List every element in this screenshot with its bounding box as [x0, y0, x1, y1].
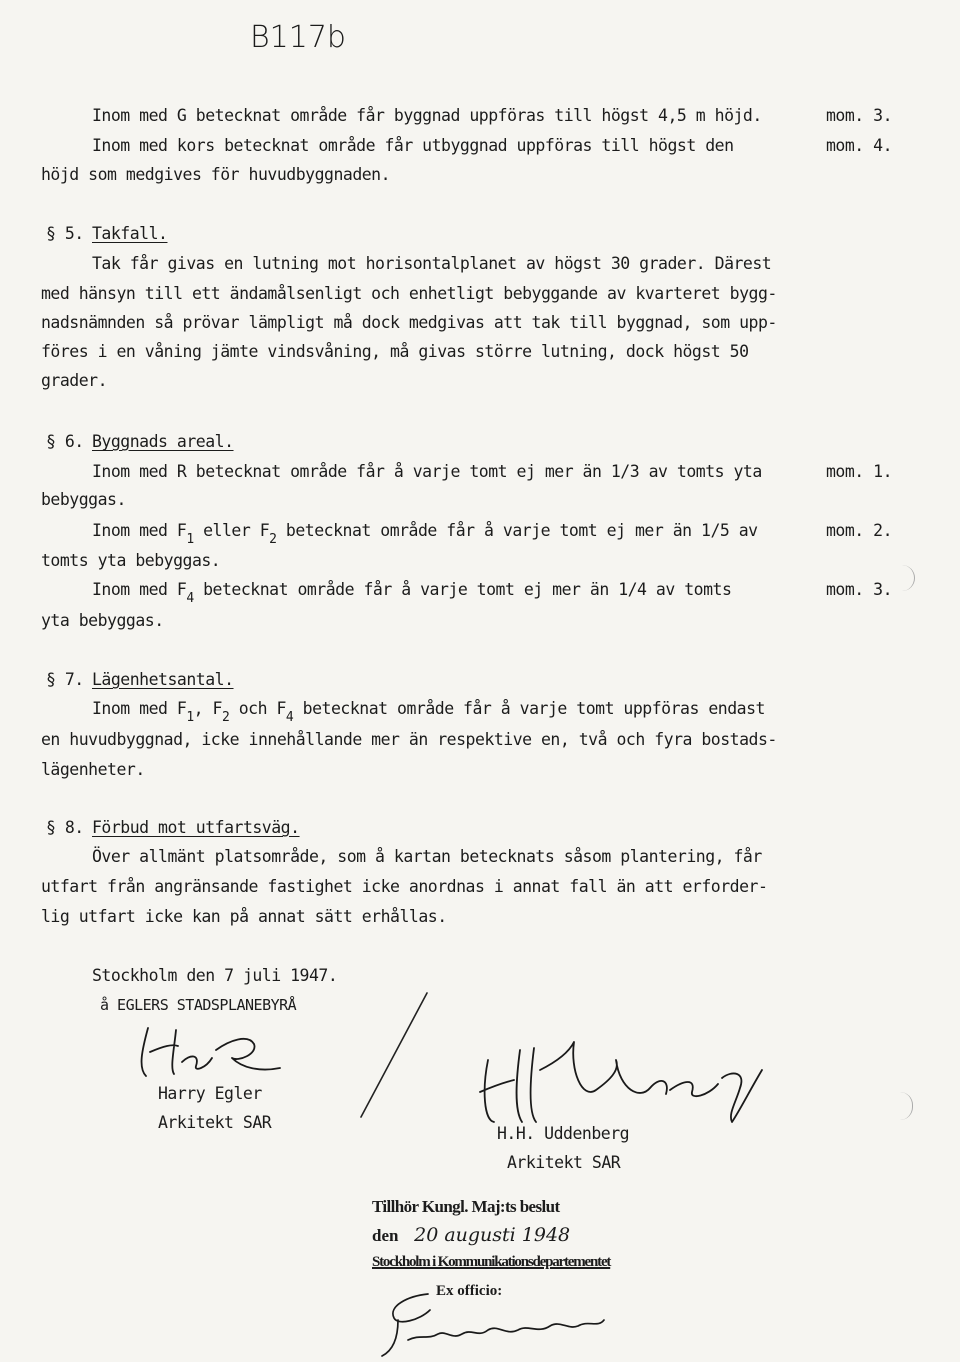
section-title: Förbud mot utfartsväg. — [92, 818, 300, 837]
text-run: Inom med F — [92, 699, 187, 718]
stamp-line-4: Ex officio: — [436, 1283, 503, 1299]
text-run: betecknat område får å varje tomt ej mer än 1/4 av tomts — [193, 580, 732, 599]
text-run: betecknat område får å varje tomt uppföras endast — [293, 699, 765, 718]
place-date: Stockholm den 7 juli 1947. — [92, 966, 338, 985]
text-run: , F — [193, 699, 222, 718]
section-title: Lägenhetsantal. — [92, 670, 234, 689]
body-line — [92, 580, 732, 606]
body-line: lägenheter. — [41, 760, 145, 779]
subscript: 4 — [285, 710, 294, 725]
subscript: 2 — [269, 532, 277, 547]
text-run: eller F — [193, 521, 270, 540]
mom-label: mom. 1. — [826, 462, 893, 481]
section-number: § 6. — [46, 432, 84, 451]
body-line: utfart från angränsande fastighet icke anordnas i annat fall än att erforder- — [41, 877, 768, 896]
body-line: med hänsyn till ett ändamålsenligt och enhetligt bebyggande av kvarteret bygg- — [41, 284, 777, 303]
body-line: Inom med R betecknat område får å varje tomt ej mer än 1/3 av tomts yta — [92, 462, 762, 481]
section-number: § 8. — [46, 818, 84, 837]
body-line: bebyggas. — [41, 490, 126, 509]
stamp-line-1: Tillhör Kungl. Maj:ts beslut — [372, 1197, 560, 1216]
subscript: 4 — [186, 591, 194, 606]
archive-mark: B117b — [250, 20, 346, 55]
subscript: 1 — [186, 532, 194, 547]
rule-line-1: Inom med G betecknat område får byggnad uppföras till högst 4,5 m höjd. — [92, 106, 762, 125]
subscript: 2 — [221, 710, 230, 725]
signer-name: H.H. Uddenberg — [497, 1124, 630, 1143]
subscript: 1 — [186, 710, 194, 725]
rule-line-3: höjd som medgives för huvudbyggnaden. — [41, 165, 391, 184]
section-title: Takfall. — [92, 224, 168, 243]
text-run: Inom med F — [92, 580, 187, 599]
margin-mark — [900, 1092, 913, 1120]
stamp-line-2 — [372, 1224, 570, 1246]
text-run: betecknat område får å varje tomt ej mer än 1/5 av — [276, 521, 758, 540]
signer-title: Arkitekt SAR — [507, 1153, 621, 1172]
signer-name: Harry Egler — [158, 1084, 262, 1103]
firm-name: å EGLERS STADSPLANEBYRÅ — [100, 996, 297, 1014]
body-line: föres i en våning jämte vindsvåning, må givas större lutning, dock högst 50 — [41, 342, 749, 361]
body-line: lig utfart icke kan på annat sätt erhållas. — [41, 907, 447, 926]
stamp-line-3: Stockholm i Kommunikationsdepartementet — [372, 1254, 611, 1270]
body-line: tomts yta bebyggas. — [41, 551, 221, 570]
section-number: § 7. — [46, 670, 84, 689]
section-number: § 5. — [46, 224, 84, 243]
body-line — [92, 699, 765, 725]
mom-label: mom. 2. — [826, 521, 893, 540]
stamp-handwritten-date: 20 augusti 1948 — [414, 1224, 571, 1246]
body-line: Tak får givas en lutning mot horisontalplanet av högst 30 grader. Därest — [92, 254, 772, 273]
mom-label: mom. 3. — [826, 106, 893, 125]
body-line: nadsnämnden så prövar lämpligt må dock medgivas att tak till byggnad, som upp- — [41, 313, 777, 332]
section-title: Byggnads areal. — [92, 432, 234, 451]
stamp-den: den — [372, 1226, 399, 1245]
signature-egler — [120, 1010, 290, 1090]
body-line: en huvudbyggnad, icke innehållande mer än respektive en, två och fyra bostads- — [41, 730, 777, 749]
divider-stroke — [355, 985, 435, 1125]
text-run: och F — [229, 699, 286, 718]
mom-label: mom. 4. — [826, 136, 893, 155]
text-run: Inom med F — [92, 521, 187, 540]
body-line — [92, 521, 758, 547]
margin-mark — [900, 565, 915, 591]
rule-line-2: Inom med kors betecknat område får utbyggnad uppföras till högst den — [92, 136, 734, 155]
signer-title: Arkitekt SAR — [158, 1113, 272, 1132]
body-line: yta bebyggas. — [41, 611, 164, 630]
signature-stamp — [368, 1290, 608, 1362]
signature-uddenberg — [470, 1030, 770, 1130]
body-line: Över allmänt platsområde, som å kartan betecknats såsom plantering, får — [92, 847, 762, 866]
body-line: grader. — [41, 371, 108, 390]
mom-label: mom. 3. — [826, 580, 893, 599]
